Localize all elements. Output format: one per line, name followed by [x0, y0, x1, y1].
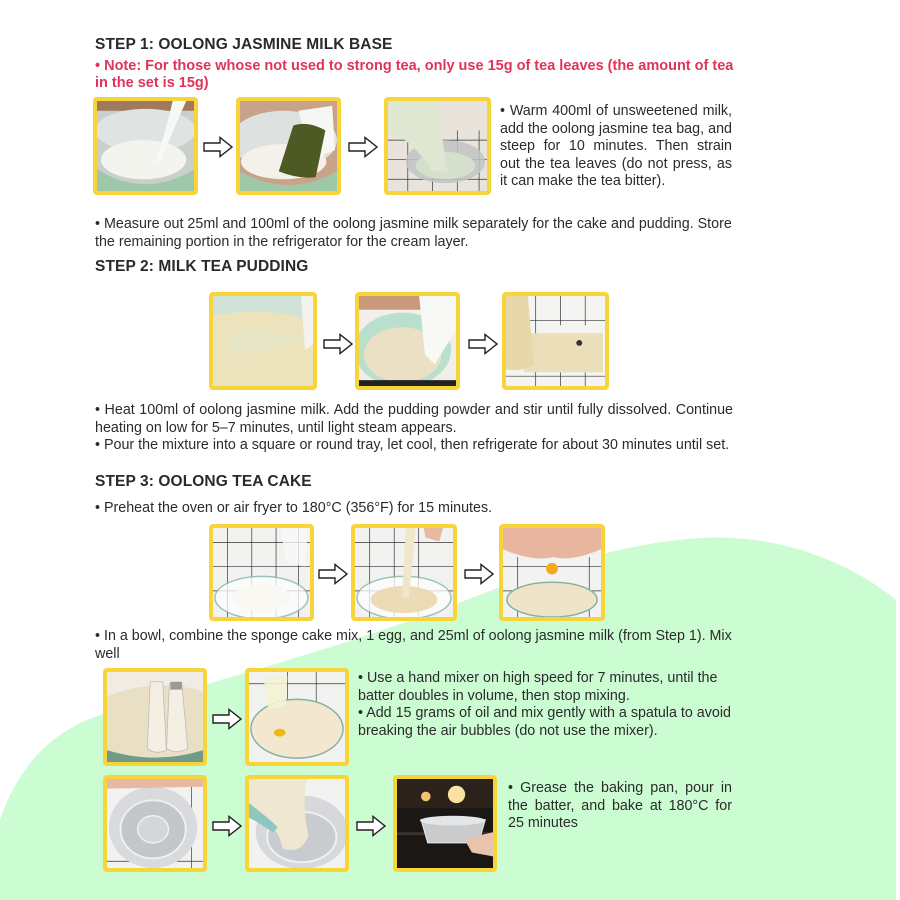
step3-heading: STEP 3: OOLONG TEA CAKE [95, 473, 312, 490]
arrow-right-icon [323, 333, 353, 355]
step1-photo-3 [384, 97, 491, 195]
step3-bake-text: • Grease the baking pan, pour in the batter, and bake at 180°C for 25 minutes [508, 780, 732, 831]
step3-photo-4 [103, 668, 207, 766]
step2-photo-1 [209, 292, 317, 390]
cake-mix-bowl-image [213, 528, 310, 617]
egg-crack-image [503, 528, 601, 617]
step2-instructions [95, 402, 733, 455]
step2-instruction-2: • Pour the mixture into a square or round tray, let cool, then refrigerate for about 30 minutes until set. [95, 437, 730, 453]
step2-heading: STEP 2: MILK TEA PUDDING [95, 258, 309, 275]
step1-photo-1 [93, 97, 198, 195]
pour-milk-mix-image [355, 528, 453, 617]
step3-photo-1 [209, 524, 314, 621]
step3-photo-2 [351, 524, 457, 621]
step3-photo-8 [393, 775, 497, 872]
step3-mixer-instruction-2: • Add 15 grams of oil and mix gently with a spatula to avoid breaking the air bubbles (do not use the mixer). [358, 705, 731, 739]
tea-leaves-image [240, 101, 337, 191]
pour-tray-image [506, 296, 605, 386]
step3-mixer-instruction-1: • Use a hand mixer on high speed for 7 minutes, until the batter doubles in volume, then stop mixing. [358, 670, 718, 704]
step3-photo-3 [499, 524, 605, 621]
step3-preheat-text: • Preheat the oven or air fryer to 180°C (356°F) for 15 minutes. [95, 500, 493, 516]
milk-pour-image [97, 101, 194, 191]
step1-photo-2 [236, 97, 341, 195]
arrow-right-icon [212, 708, 242, 730]
step1-heading: STEP 1: OOLONG JASMINE MILK BASE [95, 36, 393, 53]
step3-photo-7 [245, 775, 349, 872]
step2-instruction-1: • Heat 100ml of oolong jasmine milk. Add the pudding powder and stir until fully dissolved. Continue heating on low for 5–7 minutes, until light steam appears. [95, 402, 733, 436]
hand-mixer-image [107, 672, 203, 762]
grease-pan-image [107, 779, 203, 868]
oven-bake-image [397, 779, 493, 868]
step2-photo-3 [502, 292, 609, 390]
step3-photo-5 [245, 668, 349, 766]
step1-measure-text: • Measure out 25ml and 100ml of the oolong jasmine milk separately for the cake and pudding. Store the remaining portion in the refrigerator for the cream layer. [95, 216, 732, 250]
arrow-right-icon [348, 136, 378, 158]
arrow-right-icon [356, 815, 386, 837]
step3-photo-6 [103, 775, 207, 872]
step3-mixer-instructions [358, 670, 743, 740]
pour-milk-pot-image [359, 296, 456, 386]
strain-tea-image [388, 101, 487, 191]
step1-instruction: • Warm 400ml of unsweetened milk, add the oolong jasmine tea bag, and steep for 10 minutes. Then strain out the tea leaves (do not press, as it can make the tea bitter). [500, 103, 732, 189]
arrow-right-icon [318, 563, 348, 585]
step3-combine-text: • In a bowl, combine the sponge cake mix, 1 egg, and 25ml of oolong jasmine milk (from Step 1). Mix well [95, 628, 732, 662]
arrow-right-icon [464, 563, 494, 585]
arrow-right-icon [203, 136, 233, 158]
add-oil-image [249, 672, 345, 762]
arrow-right-icon [212, 815, 242, 837]
arrow-right-icon [468, 333, 498, 355]
pudding-pot-image [213, 296, 313, 386]
pour-batter-image [249, 779, 345, 868]
step1-note: • Note: For those whose not used to strong tea, only use 15g of tea leaves (the amount of tea in the set is 15g) [95, 58, 734, 91]
step2-photo-2 [355, 292, 460, 390]
